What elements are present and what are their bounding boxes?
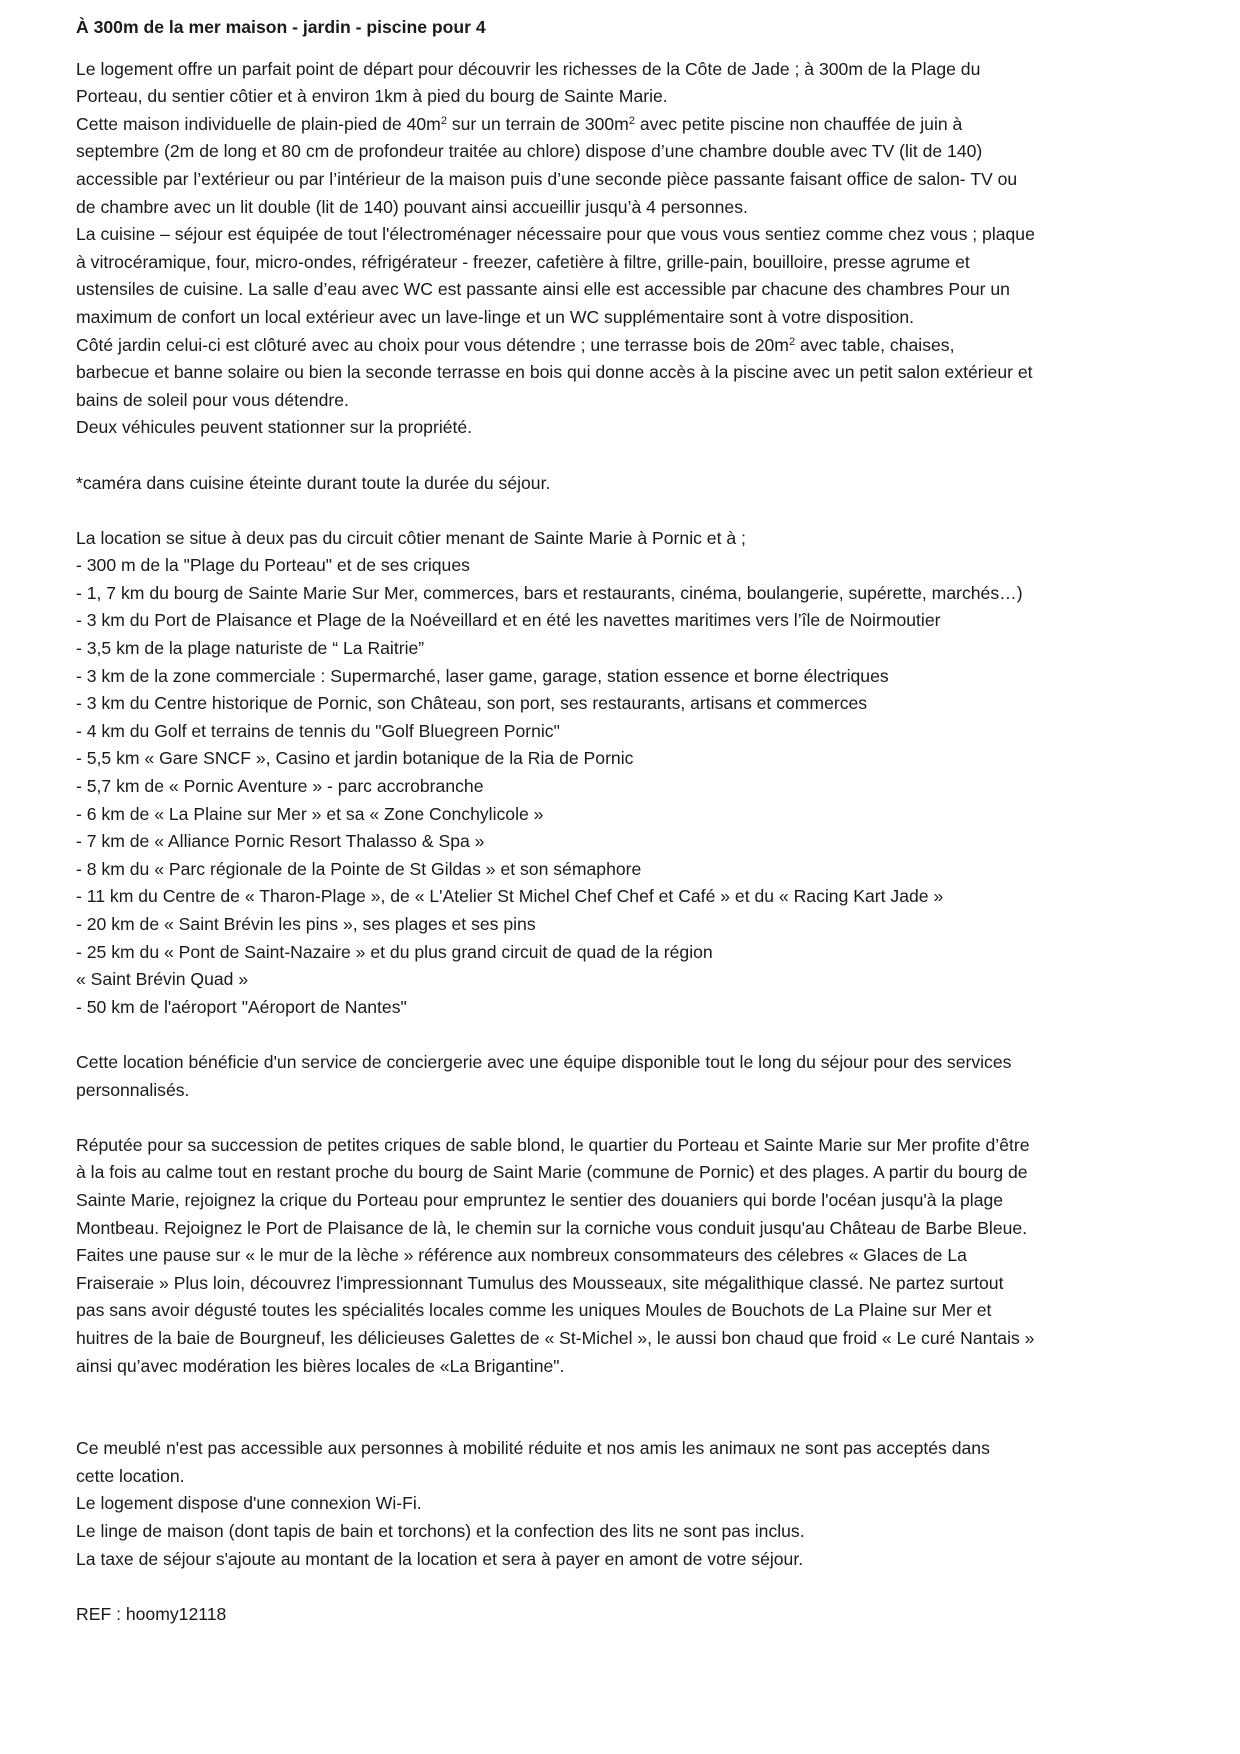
list-item: - 3 km du Port de Plaisance et Plage de la Noéveillard et en été les navettes maritimes vers l’île de Noirmoutier: [76, 610, 941, 631]
text-line: Le logement offre un parfait point de départ pour découvrir les richesses de la Côte de Jade ; à 300m de la Plage du: [76, 58, 981, 79]
list-item: - 5,5 km « Gare SNCF », Casino et jardin botanique de la Ria de Pornic: [76, 748, 634, 769]
location-section: [76, 525, 1176, 1022]
text-line: La taxe de séjour s'ajoute au montant de la location et sera à payer en amont de votre séjour.: [76, 1548, 804, 1569]
list-item: - 6 km de « La Plaine sur Mer » et sa « Zone Conchylicole »: [76, 803, 544, 824]
text-line: à vitrocéramique, four, micro-ondes, réfrigérateur - freezer, cafetière à filtre, grille-pain, bouilloire, presse agrume et: [76, 251, 970, 272]
text-line: bains de soleil pour vous détendre.: [76, 389, 349, 410]
text-line: Cette maison individuelle de plain-pied de $40m^2$ sur un terrain de $300m^2$ avec petite piscine non chauffée de juin à: [76, 113, 963, 134]
list-item: - 11 km du Centre de « Tharon-Plage », de « L'Atelier St Michel Chef Chef et Café » et du « Racing Kart Jade »: [76, 886, 944, 907]
camera-note: *caméra dans cuisine éteinte durant toute la durée du séjour.: [76, 472, 551, 493]
text-line: Côté jardin celui-ci est clôturé avec au choix pour vous détendre ; une terrasse bois de $20m^2$ avec table, chaises,: [76, 334, 955, 355]
text-line: ainsi qu’avec modération les bières locales de «La Brigantine".: [76, 1355, 565, 1376]
text-line: maximum de confort un local extérieur avec un lave-linge et un WC supplémentaire sont à votre disposition.: [76, 306, 915, 327]
text-line: Cette location bénéficie d'un service de conciergerie avec une équipe disponible tout le long du séjour pour des services: [76, 1051, 1012, 1072]
text-line: huitres de la baie de Bourgneuf, les délicieuses Galettes de « St-Michel », le aussi bon chaud que froid « Le curé Nantais »: [76, 1327, 1035, 1348]
list-item: - 50 km de l'aéroport "Aéroport de Nantes": [76, 996, 407, 1017]
text-line: à la fois au calme tout en restant proche du bourg de Saint Marie (commune de Pornic) et des plages. A partir du bourg de: [76, 1162, 1028, 1183]
location-intro: La location se situe à deux pas du circuit côtier menant de Sainte Marie à Pornic et à ;: [76, 527, 746, 548]
description-paragraph: [76, 56, 1176, 442]
list-item: - 1, 7 km du bourg de Sainte Marie Sur Mer, commerces, bars et restaurants, cinéma, boulangerie, supérette, marchés…): [76, 582, 1023, 603]
text-line: barbecue et banne solaire ou bien la seconde terrasse en bois qui donne accès à la piscine avec un petit salon extérieur et: [76, 362, 1033, 383]
text-line: Fraiseraie » Plus loin, découvrez l'impressionnant Tumulus des Mousseaux, site mégalithique classé. Ne partez surtout: [76, 1272, 1004, 1293]
area-paragraph: [76, 1132, 1176, 1380]
text-line: cette location.: [76, 1465, 185, 1486]
text-line: Montbeau. Rejoignez le Port de Plaisance de là, le chemin sur la corniche vous conduit jusqu'au Château de Barbe Bleue.: [76, 1217, 1028, 1238]
list-item: - 25 km du « Pont de Saint-Nazaire » et du plus grand circuit de quad de la région: [76, 941, 713, 962]
list-item: - 3 km de la zone commerciale : Supermarché, laser game, garage, station essence et borne électriques: [76, 665, 889, 686]
text-line: accessible par l’extérieur ou par l’intérieur de la maison puis d’une seconde pièce passante faisant office de salon- TV ou: [76, 168, 1018, 189]
list-item: - 5,7 km de « Pornic Aventure » - parc accrobranche: [76, 776, 484, 797]
page-title: À 300m de la mer maison - jardin - piscine pour 4: [76, 17, 486, 37]
reference: REF : hoomy12118: [76, 1603, 227, 1624]
text-line: de chambre avec un lit double (lit de 140) pouvant ainsi accueillir jusqu’à 4 personnes.: [76, 196, 748, 217]
list-item: « Saint Brévin Quad »: [76, 969, 249, 990]
text-line: Ce meublé n'est pas accessible aux personnes à mobilité réduite et nos amis les animaux ne sont pas acceptés dans: [76, 1438, 990, 1459]
text-line: septembre (2m de long et 80 cm de profondeur traitée au chlore) dispose d’une chambre double avec TV (lit de 140): [76, 141, 983, 162]
list-item: - 3 km du Centre historique de Pornic, son Château, son port, ses restaurants, artisans et commerces: [76, 693, 868, 714]
document-page: [76, 14, 1176, 1628]
list-item: - 8 km du « Parc régionale de la Pointe de St Gildas » et son sémaphore: [76, 858, 642, 879]
list-item: - 7 km de « Alliance Pornic Resort Thalasso & Spa »: [76, 831, 485, 852]
text-line: La cuisine – séjour est équipée de tout l'électroménager nécessaire pour que vous vous sentiez comme chez vous ; plaque: [76, 224, 1035, 245]
conditions-paragraph: [76, 1435, 1176, 1573]
text-line: ustensiles de cuisine. La salle d’eau avec WC est passante ainsi elle est accessible par chacune des chambres Pour un: [76, 279, 1010, 300]
text-line: Réputée pour sa succession de petites criques de sable blond, le quartier du Porteau et Sainte Marie sur Mer profite d’être: [76, 1134, 1030, 1155]
concierge-paragraph: [76, 1049, 1176, 1104]
text-line: pas sans avoir dégusté toutes les spécialités locales comme les uniques Moules de Bouchots de La Plaine sur Mer et: [76, 1300, 992, 1321]
text-line: personnalisés.: [76, 1079, 190, 1100]
text-line: Le linge de maison (dont tapis de bain et torchons) et la confection des lits ne sont pas inclus.: [76, 1521, 805, 1542]
text-line: Le logement dispose d'une connexion Wi-Fi.: [76, 1493, 422, 1514]
text-line: Deux véhicules peuvent stationner sur la propriété.: [76, 417, 473, 438]
list-item: - 3,5 km de la plage naturiste de “ La Raitrie”: [76, 638, 425, 659]
text-line: Porteau, du sentier côtier et à environ 1km à pied du bourg de Sainte Marie.: [76, 86, 668, 107]
list-item: - 4 km du Golf et terrains de tennis du "Golf Bluegreen Pornic": [76, 720, 560, 741]
list-item: - 20 km de « Saint Brévin les pins », ses plages et ses pins: [76, 914, 536, 934]
list-item: - 300 m de la "Plage du Porteau" et de ses criques: [76, 555, 470, 576]
text-line: Sainte Marie, rejoignez la crique du Porteau pour empruntez le sentier des douaniers qui borde l'océan jusqu'à la plage: [76, 1189, 1004, 1210]
text-line: Faites une pause sur « le mur de la lèche » référence aux nombreux consommateurs des célebres « Glaces de La: [76, 1245, 967, 1266]
